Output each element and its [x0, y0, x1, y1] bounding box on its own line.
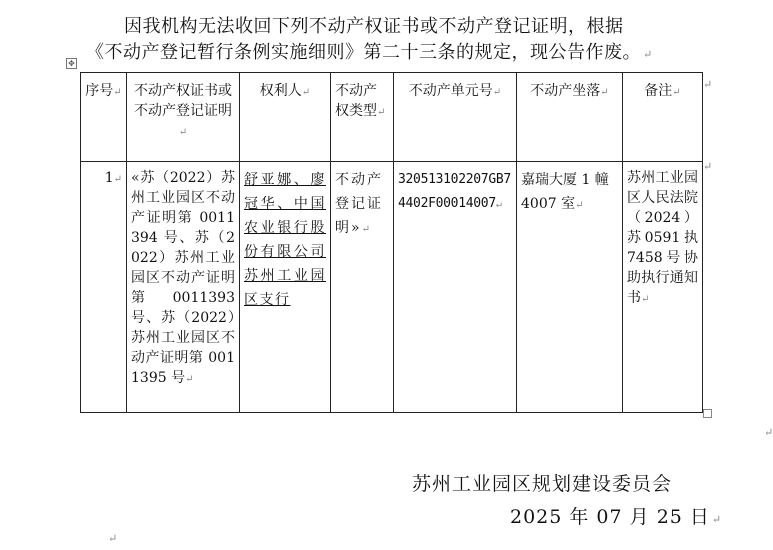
cell-mark-icon: ↵: [185, 374, 194, 385]
cell-no: [81, 162, 127, 413]
intro-line-2-text: 《不动产登记暂行条例实施细则》第二十三条的规定，现公告作废。: [86, 42, 641, 63]
cell-type-text: 不动产登记证明»: [335, 172, 383, 236]
cell-mark-icon: ↵: [672, 87, 681, 98]
cell-location: [517, 162, 623, 413]
paragraph-mark-icon: ↵: [108, 532, 118, 545]
cell-unit: [394, 162, 517, 413]
cell-remark: [623, 162, 703, 413]
header-remark-label: 备注: [644, 83, 673, 99]
signing-organization-text: 苏州工业园区规划建设委员会: [412, 473, 673, 495]
header-holder-label: 权利人: [259, 83, 302, 99]
header-unit: [394, 73, 517, 162]
cell-holder-text: 舒亚娜、廖冠华、中国农业银行股份有限公司苏州工业园区支行: [244, 172, 326, 308]
row-end-mark-icon: ↵: [703, 160, 713, 173]
cell-mark-icon: ↵: [495, 199, 502, 210]
header-type: [331, 73, 394, 162]
signing-date-text: 2025 年 07 月 25 日: [510, 506, 710, 528]
intro-line-2: [86, 40, 728, 68]
paragraph-mark-icon: ↵: [764, 426, 773, 439]
table-row: [81, 162, 703, 413]
cell-mark-icon: ↵: [492, 87, 502, 98]
cell-mark-icon: ↵: [113, 174, 122, 185]
cell-mark-icon: ↵: [178, 127, 188, 138]
cell-no-text: 1: [104, 170, 114, 186]
cell-holder: [240, 162, 331, 413]
cell-location-text: 嘉瑞大厦 1 幢 4007 室: [521, 172, 609, 212]
cell-mark-icon: ↵: [301, 87, 311, 98]
cell-mark-icon: ↵: [361, 224, 372, 235]
row-end-mark-icon: ↵: [703, 78, 713, 91]
header-cert: [127, 73, 240, 162]
cell-cert: [127, 162, 240, 413]
intro-line-1: [88, 14, 728, 40]
cell-mark-icon: ↵: [377, 107, 386, 118]
header-location: [517, 73, 623, 162]
header-holder: [240, 73, 331, 162]
header-remark: [623, 73, 703, 162]
header-location-label: 不动产坐落: [530, 83, 601, 99]
signing-organization: [412, 468, 672, 500]
cell-type: [331, 162, 394, 413]
cell-mark-icon: ↵: [641, 294, 650, 305]
cell-remark-text: 苏州工业园区人民法院（2024）苏0591执7458号协助执行通知书: [627, 170, 698, 306]
header-no: [81, 73, 127, 162]
header-no-label: 序号: [85, 83, 114, 99]
cell-mark-icon: ↵: [113, 87, 122, 98]
table-resize-handle-icon[interactable]: [703, 409, 712, 418]
cell-cert-text: «苏（2022）苏州工业园区不动产证明第 0011394 号、苏（2022）苏州工业园区不动产证明第 0011393 号、苏（2022）苏州工业园区不动产证明第 0011395 号: [131, 170, 235, 386]
header-cert-label: 不动产权证书或不动产登记证明: [134, 83, 232, 119]
table-header-row: [81, 73, 703, 162]
paragraph-mark-icon: ↵: [711, 513, 723, 526]
header-unit-label: 不动产单元号: [408, 83, 493, 99]
intro-line-1-text: 因我机构无法收回下列不动产权证书或不动产登记证明，根据: [124, 16, 624, 37]
table-move-handle-icon[interactable]: ✥: [66, 58, 77, 69]
notice-table: [80, 72, 703, 413]
header-type-label: 不动产权类型: [335, 83, 377, 119]
paragraph-mark-icon: ↵: [643, 48, 653, 61]
cell-unit-text: 320513102207GB74402F00014007: [398, 172, 511, 211]
cell-mark-icon: ↵: [600, 87, 609, 98]
signing-date: [510, 501, 722, 536]
notice-intro: [88, 14, 728, 68]
cell-mark-icon: ↵: [575, 200, 584, 211]
